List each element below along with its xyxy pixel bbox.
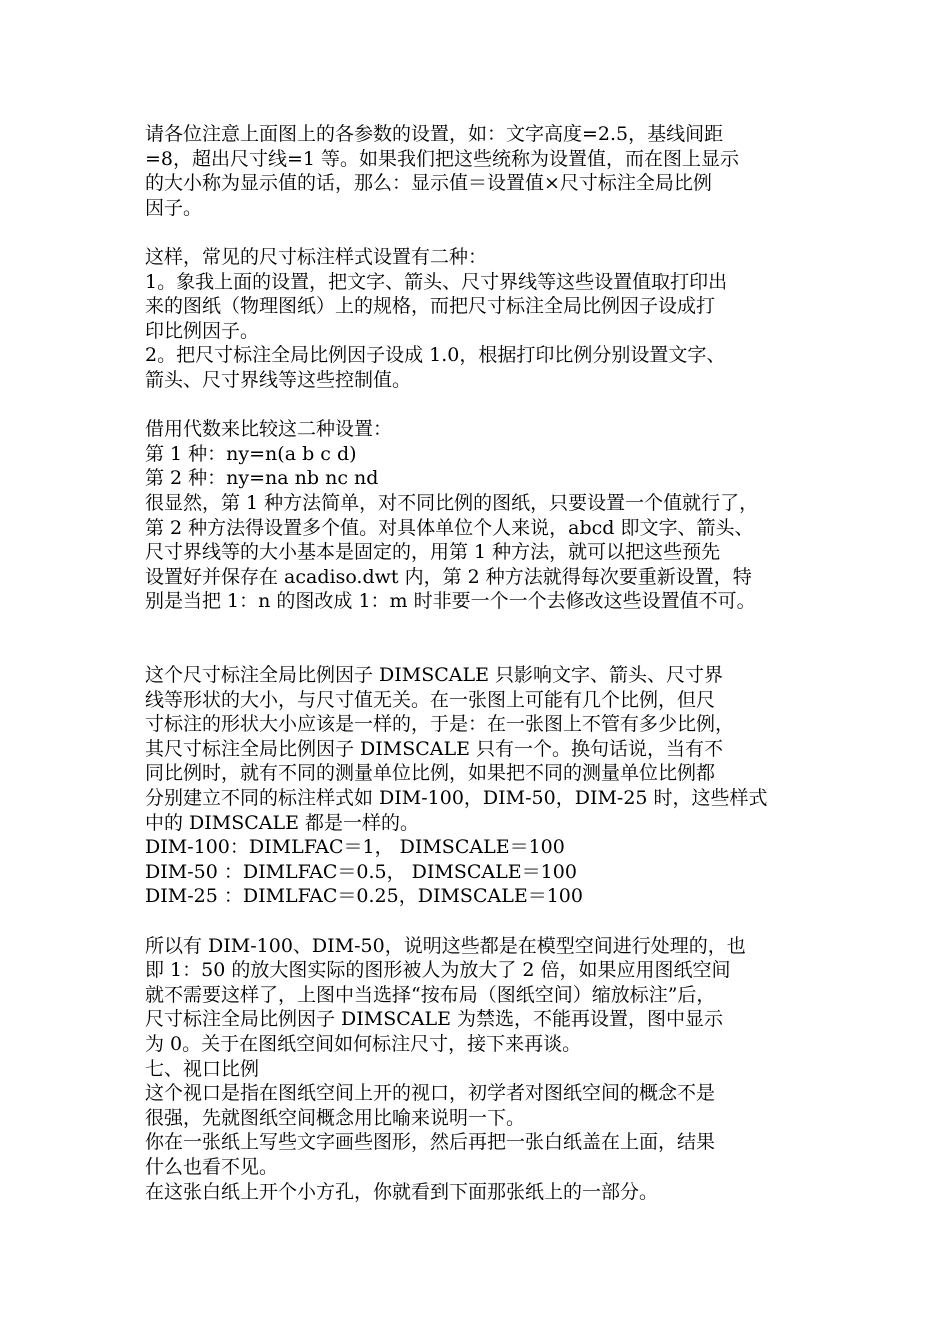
text-line: 尺寸标注全局比例因子 DIMSCALE 为禁选，不能再设置，图中显示 [145, 1008, 724, 1031]
text-line: 分别建立不同的标注样式如 DIM-100，DIM-50，DIM-25 时，这些样式 [145, 787, 768, 810]
paragraph-algebra-comparison [145, 417, 835, 614]
paragraph-settings-note [145, 122, 835, 220]
text-line: 同比例时，就有不同的测量单位比例，如果把不同的测量单位比例都 [145, 762, 716, 785]
text-line: 借用代数来比较这二种设置： [145, 418, 393, 441]
text-line: DIM-25 ：DIMLFAC＝0.25，DIMSCALE＝100 [145, 885, 583, 908]
text-line: DIM-100：DIMLFAC＝1， DIMSCALE＝100 [145, 836, 565, 859]
text-line: 第 2 种方法得设置多个值。对具体单位个人来说，abcd 即文字、箭头、 [145, 516, 754, 539]
paragraph-gap [145, 614, 835, 663]
text-line: 中的 DIMSCALE 都是一样的。 [145, 811, 420, 834]
text-line: 来的图纸（物理图纸）上的规格，而把尺寸标注全局比例因子设成打 [145, 295, 716, 318]
text-line: 2。把尺寸标注全局比例因子设成 1.0，根据打印比例分别设置文字、 [145, 344, 726, 367]
text-line: 什么也看不见。 [145, 1155, 279, 1178]
text-line: 这样，常见的尺寸标注样式设置有二种： [145, 245, 488, 268]
paragraph-gap [145, 393, 835, 418]
section-heading: 七、视口比例 [145, 1057, 260, 1080]
text-line: 印比例因子。 [145, 319, 260, 342]
text-line: 请各位注意上面图上的各参数的设置，如：文字高度=2.5，基线间距 [145, 123, 724, 145]
text-line: DIM-50 ：DIMLFAC＝0.5， DIMSCALE＝100 [145, 860, 577, 883]
text-line: 寸标注的形状大小应该是一样的，于是：在一张图上不管有多少比例， [145, 713, 735, 736]
text-line: 在这张白纸上开个小方孔，你就看到下面那张纸上的一部分。 [145, 1180, 659, 1203]
paragraph-gap [145, 909, 835, 934]
text-line: 因子。 [145, 196, 203, 219]
text-line: 很强，先就图纸空间概念用比喻来说明一下。 [145, 1106, 526, 1129]
text-line: 就不需要这样了，上图中当选择“按布局（图纸空间）缩放标注”后， [145, 983, 716, 1006]
text-line: 第 1 种：ny=n(a b c d) [145, 442, 357, 465]
paragraph-gap [145, 220, 835, 245]
text-line: 你在一张纸上写些文字画些图形，然后再把一张白纸盖在上面，结果 [145, 1131, 716, 1154]
text-line: 第 2 种：ny=na nb nc nd [145, 467, 379, 490]
document-body [145, 122, 835, 1204]
text-line: 线等形状的大小，与尺寸值无关。在一张图上可能有几个比例，但尺 [145, 688, 716, 711]
text-line: 即 1：50 的放大图实际的图形被人为放大了 2 倍，如果应用图纸空间 [145, 959, 731, 982]
text-line: 箭头、尺寸界线等这些控制值。 [145, 368, 412, 391]
text-line: =8，超出尺寸线=1 等。如果我们把这些统称为设置值，而在图上显示 [145, 147, 740, 170]
text-line: 为 0。关于在图纸空间如何标注尺寸，接下来再谈。 [145, 1032, 582, 1055]
text-line: 很显然，第 1 种方法简单，对不同比例的图纸，只要设置一个值就行了， [145, 491, 759, 514]
text-line: 别是当把 1：n 的图改成 1：m 时非要一个一个去修改这些设置值不可。 [145, 590, 756, 613]
text-line: 其尺寸标注全局比例因子 DIMSCALE 只有一个。换句话说，当有不 [145, 737, 724, 760]
paragraph-dimscale [145, 663, 835, 909]
paragraph-paper-space [145, 934, 835, 1205]
text-line: 的大小称为显示值的话，那么：显示值＝设置值×尺寸标注全局比例 [145, 172, 712, 195]
paragraph-two-styles [145, 245, 835, 393]
text-line: 设置好并保存在 acadiso.dwt 内，第 2 种方法就得每次要重新设置，特 [145, 565, 752, 588]
text-line: 尺寸界线等的大小基本是固定的，用第 1 种方法，就可以把这些预先 [145, 541, 721, 564]
text-line: 这个视口是指在图纸空间上开的视口，初学者对图纸空间的概念不是 [145, 1082, 716, 1105]
text-line: 这个尺寸标注全局比例因子 DIMSCALE 只影响文字、箭头、尺寸界 [145, 664, 724, 687]
text-line: 所以有 DIM-100、DIM-50，说明这些都是在模型空间进行处理的，也 [145, 934, 746, 957]
text-line: 1。象我上面的设置，把文字、箭头、尺寸界线等这些设置值取打印出 [145, 270, 728, 293]
